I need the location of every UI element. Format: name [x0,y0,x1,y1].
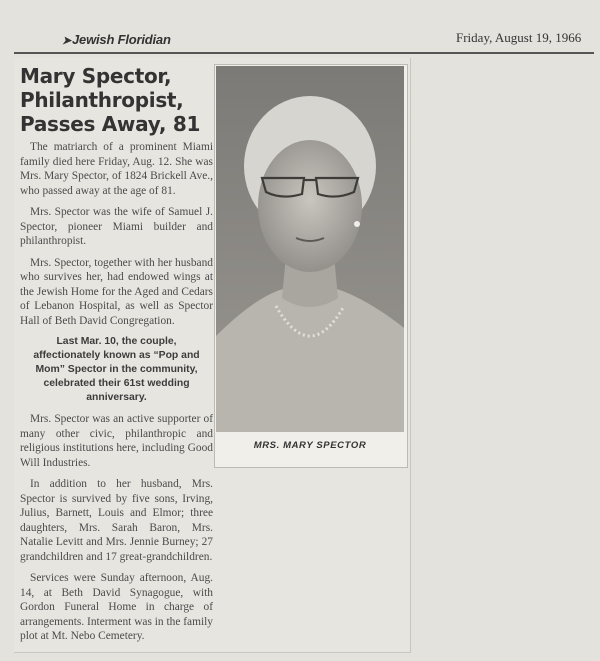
article-paragraph: Services were Sunday afternoon, Aug. 14, at Beth David Synagogue, with Gordon Funeral Home in charge of arrangements. Interment was in the family plot at Mt. Nebo Cemetery. [20,572,213,642]
masthead-rule [14,52,594,54]
portrait-photo [216,66,404,432]
headline-line: Passes Away, 81 [20,112,201,136]
masthead-emblem-icon: ➤ [62,35,72,47]
article-paragraph: Mrs. Spector was the wife of Samuel J. Spector, pioneer Miami builder and philanthropist. [20,206,213,247]
article-headline [20,64,213,136]
article-column [20,64,213,651]
article-paragraph: In addition to her husband, Mrs. Spector is survived by five sons, Irving, Julius, Barnett, Louis and Elmor; three daughters, Mrs. Sarah Baron, Mrs. Natalie Levitt and Mrs. Jennie Burney; 27 grandchildren and 17 great-grandchildren. [20,478,213,563]
photo-caption: MRS. MARY SPECTOR [253,440,367,451]
headline-line: Mary Spector, [20,64,172,88]
portrait-illustration [216,66,404,432]
headline-line: Philanthropist, [20,88,184,112]
masthead-logo [62,32,171,47]
article-paragraph: Mrs. Spector, together with her husband who survives her, had endowed wings at the Jewish Home for the Aged and Cedars of Lebanon Hospital, as well as Spector Hall of Beth David Congregation. [20,256,213,327]
article-paragraph-highlight: Last Mar. 10, the couple, affectionately known as “Pop and Mom” Spector in the community, celebrated their 61st wedding anniversary. [33,336,200,403]
article-paragraph: The matriarch of a prominent Miami family died here Friday, Aug. 12. She was Mrs. Mary Spector, of 1824 Brickell Ave., who passed away at the age of 81. [20,141,213,197]
issue-date: Friday, August 19, 1966 [456,30,582,45]
paper-name: Jewish Floridian [72,32,171,47]
article-paragraph: Mrs. Spector was an active supporter of many other civic, philanthropic and religious institutions here, including Good Will Industries. [20,413,213,469]
